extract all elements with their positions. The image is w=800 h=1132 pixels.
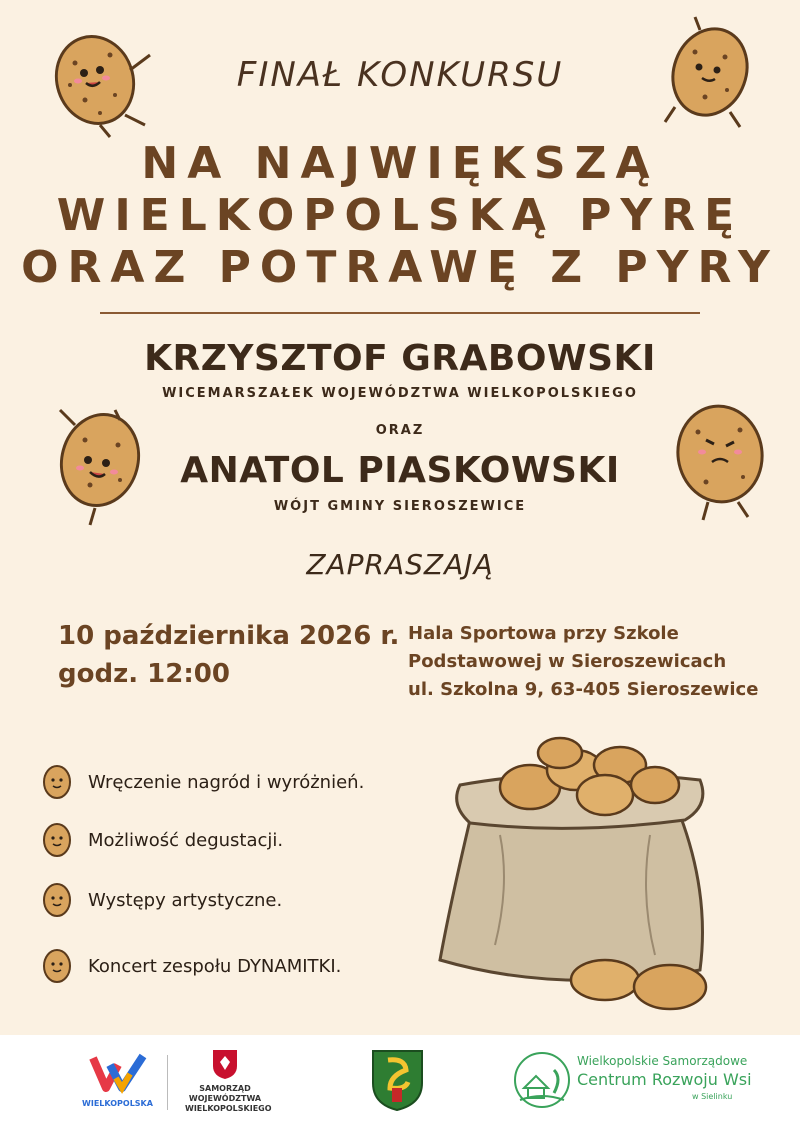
program-item-label: Wręczenie nagród i wyróżnień.	[88, 771, 365, 793]
pre-title: FINAŁ KONKURSU	[236, 55, 564, 95]
wielkopolska-label: WIELKOPOLSKA	[82, 1099, 153, 1108]
host2-role: WÓJT GMINY SIEROSZEWICE	[273, 499, 527, 514]
potato-bullet-icon	[40, 880, 74, 920]
title-line-3: ORAZ POTRAWĘ Z PYRY	[21, 242, 779, 293]
title-line-1: NA NAJWIĘKSZĄ	[141, 138, 659, 189]
potato-bullet-icon	[40, 762, 74, 802]
venue-line-3: ul. Szkolna 9, 63-405 Sieroszewice	[408, 679, 759, 700]
potato-sack-icon	[410, 725, 730, 1025]
program-item-label: Występy artystyczne.	[88, 889, 283, 911]
title-line-2: WIELKOPOLSKĄ PYRĘ	[56, 190, 744, 241]
program-item	[40, 880, 282, 920]
program-item	[40, 762, 364, 802]
venue-line-1: Hala Sportowa przy Szkole	[408, 623, 679, 644]
wscrw-line-2: Centrum Rozwoju Wsi	[577, 1070, 752, 1089]
event-venue	[408, 620, 758, 704]
program-item-label: Możliwość degustacji.	[88, 829, 284, 851]
wielkopolska-logo-icon	[88, 1050, 148, 1095]
samorzad-line-1: SAMORZĄD	[199, 1084, 251, 1093]
samorzad-logo	[185, 1048, 272, 1114]
conjunction: ORAZ	[375, 423, 425, 438]
program-item	[40, 820, 283, 860]
wscrw-line-3: w Sielinku	[692, 1092, 733, 1101]
host1-name: KRZYSZTOF GRABOWSKI	[144, 338, 656, 379]
host2-name: ANATOL PIASKOWSKI	[180, 450, 620, 491]
invite-text: ZAPRASZAJĄ	[306, 548, 494, 581]
wscrw-logo-icon	[512, 1048, 572, 1113]
wscrw-logo	[512, 1048, 782, 1118]
gmina-crest-icon	[370, 1048, 425, 1113]
eagle-crest-icon	[211, 1048, 239, 1080]
samorzad-line-3: WIELKOPOLSKIEGO	[185, 1104, 272, 1113]
event-time: godz. 12:00	[58, 659, 230, 689]
venue-line-2: Podstawowej w Sieroszewicach	[408, 651, 727, 672]
program-item-label: Koncert zespołu DYNAMITKI.	[88, 955, 342, 977]
host1-role: WICEMARSZAŁEK WOJEWÓDZTWA WIELKOPOLSKIEGO	[162, 386, 638, 401]
event-date-block	[58, 617, 399, 693]
footer-separator	[167, 1055, 168, 1110]
wielkopolska-logo	[75, 1050, 160, 1109]
divider	[100, 312, 700, 314]
event-date: 10 października 2026 r.	[58, 621, 400, 651]
wscrw-line-1: Wielkopolskie Samorządowe	[577, 1054, 748, 1068]
program-item	[40, 946, 341, 986]
potato-bullet-icon	[40, 946, 74, 986]
samorzad-line-2: WOJEWÓDZTWA	[188, 1094, 262, 1103]
potato-bullet-icon	[40, 820, 74, 860]
